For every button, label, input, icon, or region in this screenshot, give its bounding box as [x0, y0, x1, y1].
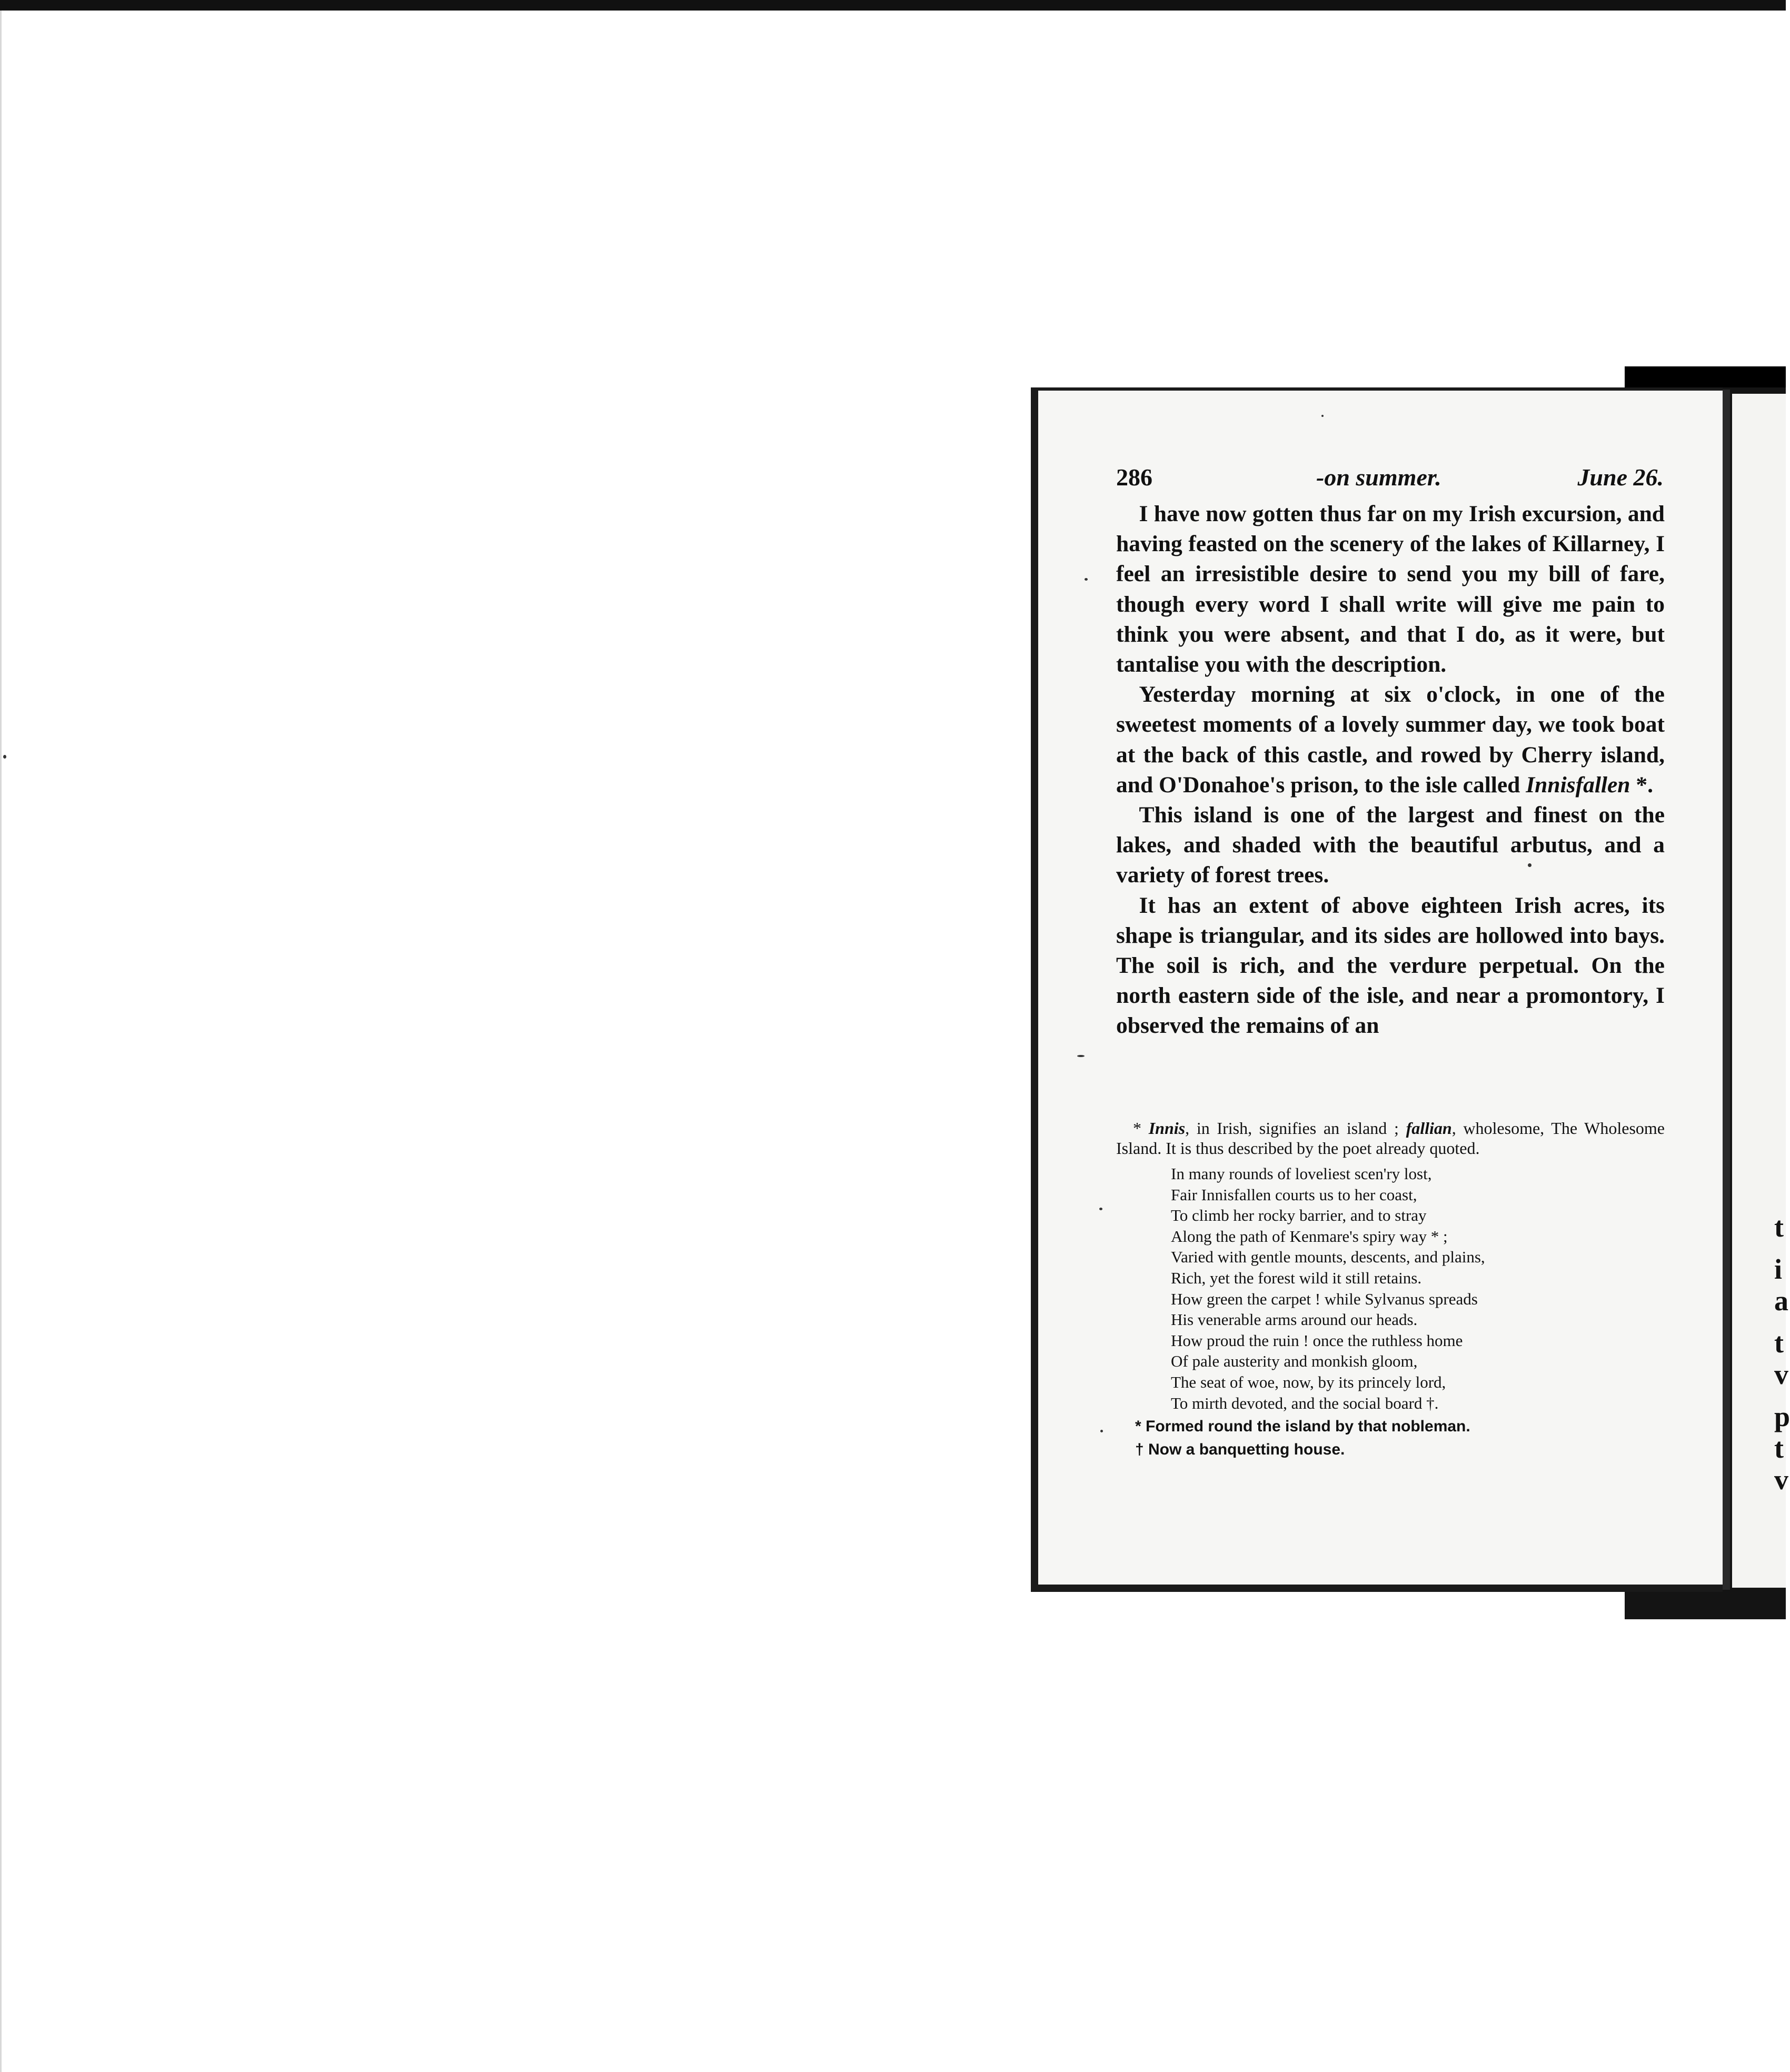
- facing-page-letter: t: [1774, 1327, 1784, 1359]
- poem-line: The seat of woe, now, by its princely lord,: [1171, 1372, 1446, 1391]
- facing-page-letter: v: [1774, 1359, 1788, 1390]
- poem-line: How proud the ruin ! once the ruthless home: [1171, 1331, 1463, 1350]
- facing-page-letter: t: [1774, 1432, 1784, 1464]
- running-head-date: June 26.: [1577, 464, 1664, 491]
- poem-line: To climb her rocky barrier, and to stray: [1171, 1206, 1427, 1225]
- scan-speck: [1099, 1208, 1102, 1210]
- italic-text: fallian: [1406, 1119, 1452, 1138]
- poem-line: To mirth devoted, and the social board †.: [1171, 1393, 1439, 1412]
- body-text: [1116, 499, 1665, 1041]
- text-run: It has an extent of above eighteen Irish acres, its shape is triangular, and its sides are hollowed into bays. The soil is rich, and the verdure perpetual. On the north eastern side of the isle, and near a promontory, I observed the remains of an: [1116, 892, 1665, 1039]
- footnote-item: † Now a banquetting house.: [1135, 1441, 1345, 1458]
- page-gutter: [1723, 390, 1730, 1590]
- poem-line: Varied with gentle mounts, descents, and plains,: [1171, 1248, 1485, 1267]
- text-run: *: [1133, 1119, 1149, 1138]
- footnote: [1116, 1118, 1665, 1158]
- scan-speck: [3, 755, 6, 759]
- paragraph: [1116, 499, 1665, 680]
- text-run: , wholesome, The Wholesome Island. It is thus described by the poet already quoted.: [1116, 1119, 1665, 1158]
- poem-line: Rich, yet the forest wild it still retains.: [1171, 1268, 1422, 1287]
- paragraph: [1116, 800, 1665, 891]
- poem-line: Of pale austerity and monkish gloom,: [1171, 1352, 1418, 1371]
- paragraph: [1116, 680, 1665, 800]
- text-run: *.: [1630, 772, 1653, 798]
- facing-page-letter: a: [1774, 1285, 1788, 1317]
- poem-line: In many rounds of loveliest scen'ry lost,: [1171, 1164, 1432, 1183]
- poem-line: Along the path of Kenmare's spiry way * ;: [1171, 1227, 1448, 1246]
- scan-border-left: [0, 11, 2, 2072]
- facing-page-letter: p: [1774, 1401, 1790, 1432]
- page-number: 286: [1116, 464, 1152, 491]
- italic-text: Innis: [1148, 1119, 1186, 1138]
- scan-speck: [1100, 1430, 1103, 1432]
- text-run: Yesterday morning at six o'clock, in one of the sweetest moments of a lovely summer day, we took boat at the back of this castle, and rowed by Cherry island, and O'Donahoe's prison, to the isle called: [1116, 682, 1665, 798]
- footnote-item: * Formed round the island by that nobleman.: [1135, 1418, 1470, 1435]
- text-run: , in Irish, signifies an island ;: [1185, 1119, 1406, 1138]
- scan-border-top: [0, 0, 1786, 11]
- poem-quotation: [1171, 1163, 1666, 1413]
- text-run: This island is one of the largest and finest on the lakes, and shaded with the beautiful arbutus, and a variety of forest trees.: [1116, 802, 1665, 888]
- running-head-title: -on summer.: [1316, 464, 1441, 491]
- running-head: [1116, 463, 1664, 500]
- facing-page-letter: v: [1774, 1464, 1788, 1496]
- scan-speck: [1077, 1055, 1085, 1057]
- facing-page-letter: i: [1774, 1253, 1783, 1285]
- spine-shadow: [1625, 366, 1786, 387]
- scan-speck: [1085, 578, 1088, 581]
- paragraph: [1116, 891, 1665, 1041]
- poem-line: His venerable arms around our heads.: [1171, 1310, 1418, 1329]
- italic-text: Innisfallen: [1526, 772, 1630, 798]
- scan-speck: [1321, 415, 1324, 417]
- text-run: I have now gotten thus far on my Irish excursion, and having feasted on the scenery of the lakes of Killarney, I feel an irresistible desire to send you my bill of fare, though every word I shall write will give me pain to think you were absent, and that I do, as it were, but tantalise you with the description.: [1116, 501, 1665, 678]
- footnote-text: [1116, 1118, 1665, 1158]
- footnotes-list: [1135, 1415, 1662, 1461]
- facing-page-letter: t: [1774, 1211, 1784, 1243]
- poem-line: Fair Innisfallen courts us to her coast,: [1171, 1185, 1417, 1204]
- poem-line: How green the carpet ! while Sylvanus spreads: [1171, 1289, 1478, 1308]
